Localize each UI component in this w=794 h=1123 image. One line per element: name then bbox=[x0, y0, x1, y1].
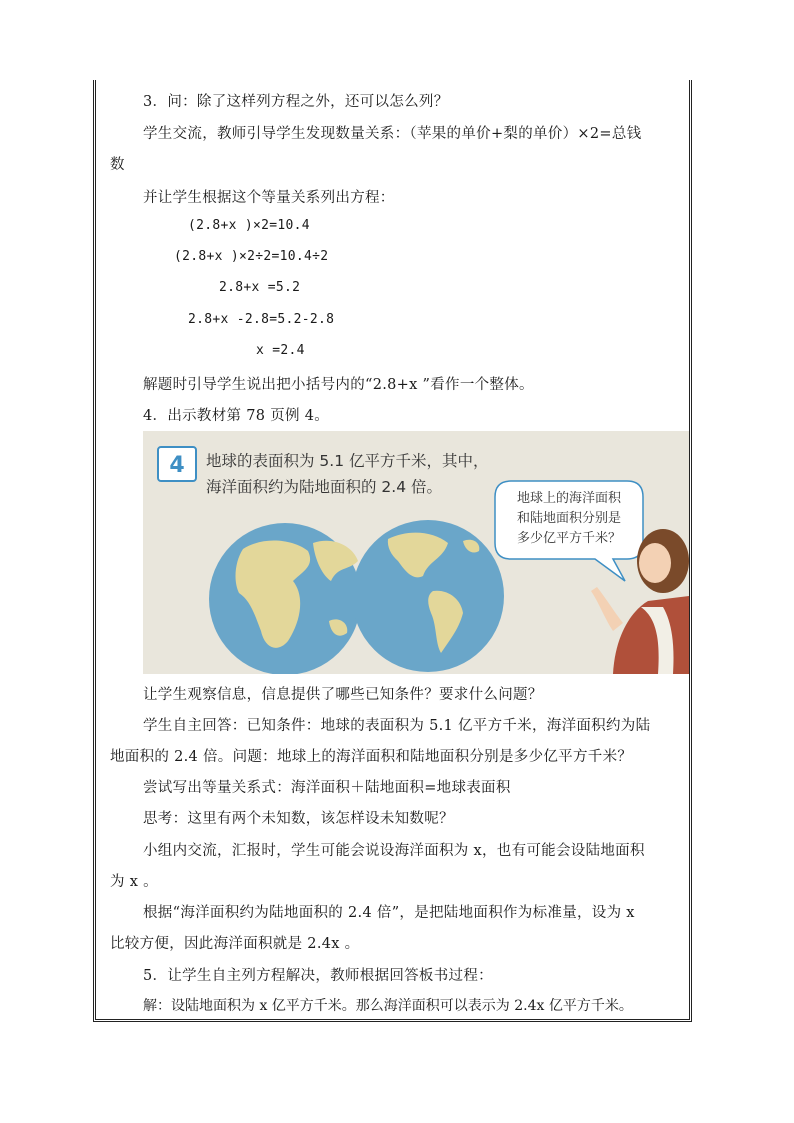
bubble-line: 多少亿平方千米？ bbox=[516, 531, 621, 546]
text-line: 4．出示教材第 78 页例 4。 bbox=[143, 408, 330, 424]
text-line: 3．问：除了这样列方程之外，还可以怎么列？ bbox=[143, 94, 449, 110]
bubble-line: 地球上的海洋面积 bbox=[516, 491, 621, 506]
equation-line: (2.8+x )×2÷2=10.4÷2 bbox=[174, 249, 329, 264]
bubble-line: 和陆地面积分别是 bbox=[516, 511, 621, 526]
text-line: 地面积的 2.4 倍。问题：地球上的海洋面积和陆地面积分别是多少亿平方千米？ bbox=[110, 749, 633, 765]
text-line: 解题时引导学生说出把小括号内的“2.8+x ”看作一个整体。 bbox=[143, 377, 534, 393]
text-line: 根据“海洋面积约为陆地面积的 2.4 倍”，是把陆地面积作为标准量，设为 x bbox=[143, 905, 635, 921]
globe-eastern-hemisphere-icon bbox=[209, 523, 361, 674]
equation-line: 2.8+x -2.8=5.2-2.8 bbox=[188, 312, 335, 327]
speech-bubble-text bbox=[495, 489, 643, 549]
equation-line: (2.8+x )×2=10.4 bbox=[188, 218, 310, 233]
text-line: 思考：这里有两个未知数，该怎样设未知数呢？ bbox=[143, 811, 454, 827]
text-line: 为 x 。 bbox=[110, 874, 158, 890]
text-line: 学生自主回答：已知条件：地球的表面积为 5.1 亿平方千米，海洋面积约为陆 bbox=[143, 718, 651, 734]
text-line: 比较方便，因此海洋面积就是 2.4x 。 bbox=[110, 936, 360, 952]
text-line: 学生交流，教师引导学生发现数量关系：（苹果的单价+梨的单价）×2=总钱 bbox=[143, 126, 642, 142]
text-line: 小组内交流，汇报时，学生可能会说设海洋面积为 x，也有可能会设陆地面积 bbox=[143, 843, 645, 859]
text-line: 解：设陆地面积为 x 亿平方千米。那么海洋面积可以表示为 2.4x 亿平方千米。 bbox=[143, 998, 633, 1014]
badge-number: 4 bbox=[169, 453, 185, 478]
text-line: 并让学生根据这个等量关系列出方程： bbox=[143, 190, 395, 206]
figure-caption-line: 地球的表面积为 5.1 亿平方千米，其中， bbox=[206, 452, 489, 470]
equation-line: 2.8+x =5.2 bbox=[219, 280, 301, 295]
globe-western-hemisphere-icon bbox=[352, 520, 504, 672]
text-line: 让学生观察信息，信息提供了哪些已知条件？要求什么问题？ bbox=[143, 687, 543, 703]
text-line: 尝试写出等量关系式：海洋面积＋陆地面积=地球表面积 bbox=[143, 780, 511, 796]
text-line: 数 bbox=[110, 157, 125, 173]
textbook-example-figure bbox=[143, 431, 689, 674]
figure-caption-line: 海洋面积约为陆地面积的 2.4 倍。 bbox=[206, 478, 443, 496]
equation-line: x =2.4 bbox=[256, 343, 305, 358]
text-line: 5．让学生自主列方程解决，教师根据回答板书过程： bbox=[143, 968, 493, 984]
